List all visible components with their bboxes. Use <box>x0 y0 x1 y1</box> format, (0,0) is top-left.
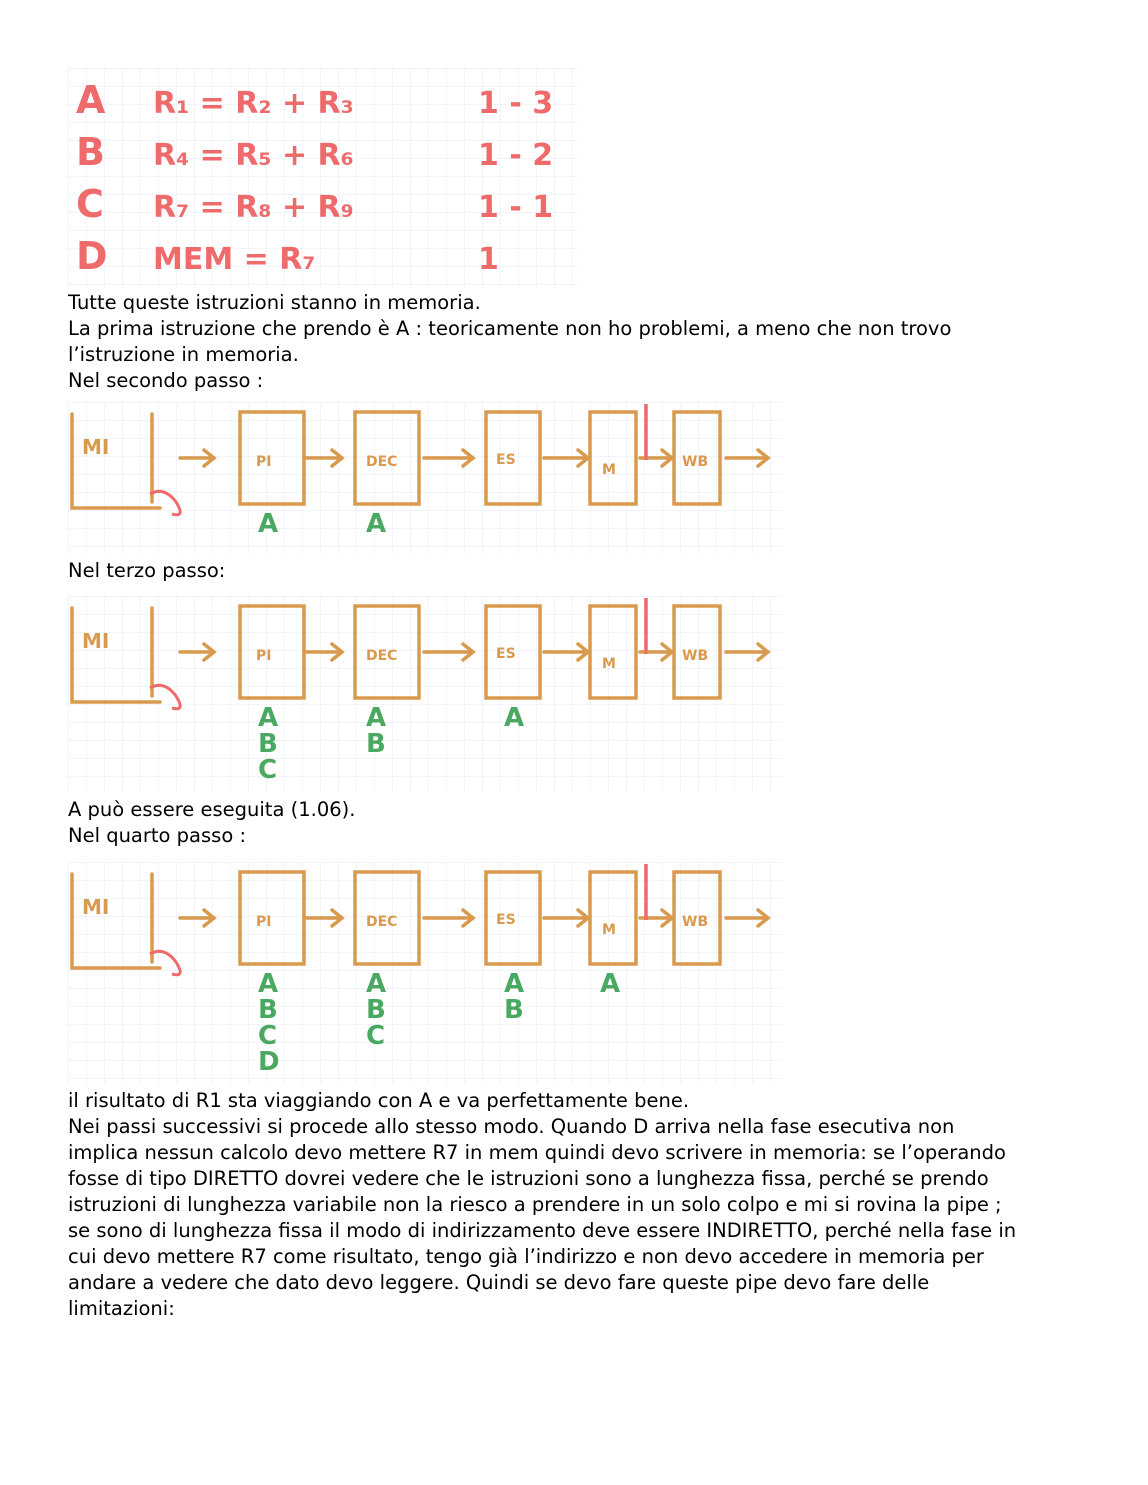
instructions-figure <box>68 68 578 288</box>
pipeline-instr-pi: A <box>258 969 279 999</box>
stage-label-es: ES <box>496 646 516 662</box>
pipeline-instr-pi: C <box>258 755 278 785</box>
instr-label: C <box>76 182 104 226</box>
stage-label-m: M <box>602 656 616 672</box>
paragraph-2: La prima istruzione che prendo è A : teoricamente non ho problemi, a meno che non trovo l’istruzione in memoria. <box>68 317 952 366</box>
pipeline-instr-pi: B <box>258 995 278 1025</box>
instr-latency: 1 - 3 <box>478 86 554 121</box>
pipeline-instr-pi: C <box>258 1021 278 1051</box>
pipeline-step3-figure <box>68 596 782 792</box>
pipeline-instr-es: A <box>504 703 525 733</box>
pipeline-instr-dec: B <box>366 995 386 1025</box>
stage-label-pi: PI <box>256 914 272 930</box>
stage-label-es: ES <box>496 452 516 468</box>
stage-label-pi: PI <box>256 648 272 664</box>
instr-latency: 1 - 2 <box>478 138 554 173</box>
pipeline-instr-pi: A <box>258 509 279 539</box>
paragraph-8-line: istruzioni di lunghezza variabile non la riesco a prendere in un solo colpo e mi si rovina la pipe ; <box>68 1193 1002 1216</box>
stage-label-mi: MI <box>82 629 110 653</box>
stage-label-wb: WB <box>682 914 709 930</box>
pipeline-instr-dec: B <box>366 729 386 759</box>
instr-expr: MEM = R₇ <box>153 242 316 277</box>
paragraph-7: il risultato di R1 sta viaggiando con A e va perfettamente bene. <box>68 1089 690 1112</box>
pipeline-instr-pi: A <box>258 703 279 733</box>
instr-label: A <box>76 78 106 122</box>
instr-expr: R₄ = R₅ + R₆ <box>153 138 354 173</box>
stage-label-mi: MI <box>82 435 110 459</box>
stage-label-m: M <box>602 922 616 938</box>
pipeline-instr-dec: A <box>366 509 387 539</box>
paragraph-8-line: fosse di tipo DIRETTO dovrei vedere che le istruzioni sono a lunghezza fissa, perché se prendo <box>68 1167 989 1190</box>
stage-label-dec: DEC <box>366 454 398 470</box>
instr-label: D <box>76 234 108 278</box>
pipeline-instr-dec: A <box>366 969 387 999</box>
instr-label: B <box>76 130 105 174</box>
paragraph-8-line: andare a vedere che dato devo leggere. Quindi se devo fare queste pipe devo fare delle <box>68 1271 930 1294</box>
pipeline-instr-dec: A <box>366 703 387 733</box>
paragraph-8-line: limitazioni: <box>68 1297 175 1320</box>
pipeline-instr-es: B <box>504 995 524 1025</box>
pipeline-instr-es: A <box>504 969 525 999</box>
stage-label-dec: DEC <box>366 648 398 664</box>
paragraph-1: Tutte queste istruzioni stanno in memoria. <box>68 291 481 314</box>
instr-expr: R₁ = R₂ + R₃ <box>153 86 354 121</box>
pipeline-step2-figure <box>68 402 782 554</box>
instr-expr: R₇ = R₈ + R₉ <box>153 190 354 225</box>
stage-label-es: ES <box>496 912 516 928</box>
stage-label-pi: PI <box>256 454 272 470</box>
stage-label-wb: WB <box>682 454 709 470</box>
stage-label-dec: DEC <box>366 914 398 930</box>
pipeline-instr-dec: C <box>366 1021 386 1051</box>
instr-latency: 1 <box>478 242 499 277</box>
pipeline-step4-figure <box>68 862 782 1084</box>
paragraph-6: Nel quarto passo : <box>68 824 247 847</box>
pipeline-instr-pi: D <box>258 1047 280 1077</box>
paragraph-4: Nel terzo passo: <box>68 559 226 582</box>
paragraph-5: A può essere eseguita (1.06). <box>68 798 356 821</box>
paragraph-8-line: se sono di lunghezza fissa il modo di indirizzamento deve essere INDIRETTO, perché nella fase in <box>68 1219 1017 1242</box>
paragraph-8-line: Nei passi successivi si procede allo stesso modo. Quando D arriva nella fase esecutiva non <box>68 1115 955 1138</box>
pipeline-instr-pi: B <box>258 729 278 759</box>
instr-latency: 1 - 1 <box>478 190 554 225</box>
stage-label-mi: MI <box>82 895 110 919</box>
stage-label-m: M <box>602 462 616 478</box>
paragraph-8-line: cui devo mettere R7 come risultato, tengo già l’indirizzo e non devo accedere in memoria per <box>68 1245 984 1268</box>
paragraph-8-line: implica nessun calcolo devo mettere R7 in mem quindi devo scrivere in memoria: se l’operando <box>68 1141 1006 1164</box>
paragraph-8 <box>68 1114 1078 1322</box>
pipeline-instr-m: A <box>600 969 621 999</box>
stage-label-wb: WB <box>682 648 709 664</box>
paragraph-3: Nel secondo passo : <box>68 369 264 392</box>
